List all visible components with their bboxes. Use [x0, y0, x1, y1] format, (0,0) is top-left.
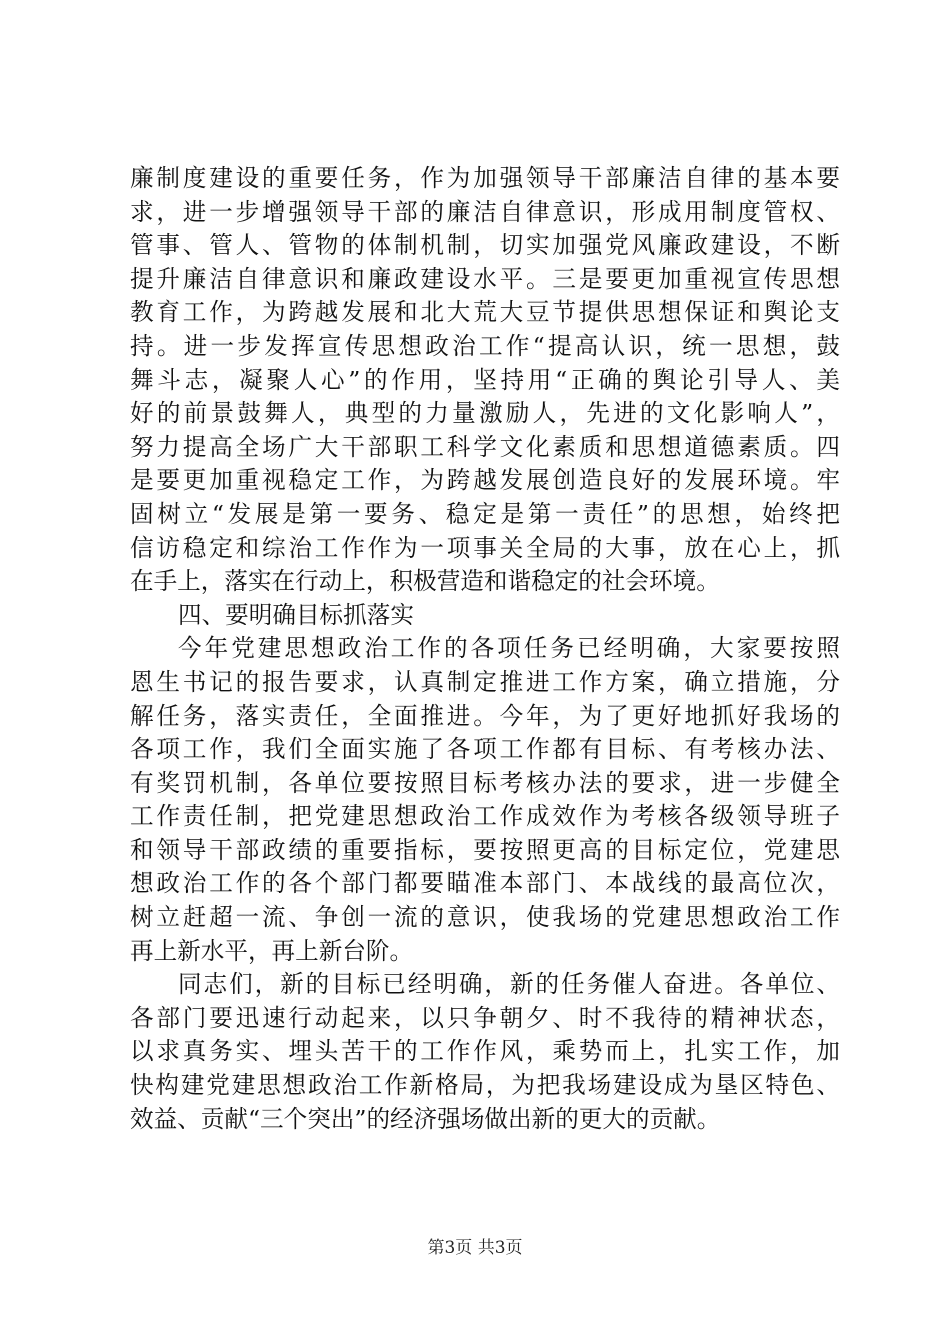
section-heading: 四、要明确目标抓落实	[178, 600, 414, 629]
text-line: 持。进一步发挥宣传思想政治工作“提高认识，统一思想，鼓	[130, 331, 840, 360]
text-line: 快构建党建思想政治工作新格局，为把我场建设成为垦区特色、	[130, 1071, 840, 1100]
text-line: 努力提高全场广大干部职工科学文化素质和思想道德素质。四	[130, 432, 840, 461]
text-line: 工作责任制，把党建思想政治工作成效作为考核各级领导班子	[130, 802, 840, 831]
text-line: 好的前景鼓舞人，典型的力量激励人，先进的文化影响人”，	[130, 399, 840, 428]
text-line: 舞斗志，凝聚人心”的作用，坚持用“正确的舆论引导人、美	[130, 365, 840, 394]
text-line: 再上新水平，再上新台阶。	[130, 936, 414, 965]
text-line: 管事、管人、管物的体制机制，切实加强党风廉政建设，不断	[130, 231, 840, 260]
text-line: 今年党建思想政治工作的各项任务已经明确，大家要按照	[178, 634, 840, 663]
text-line: 是要更加重视稳定工作，为跨越发展创造良好的发展环境。牢	[130, 466, 840, 495]
text-line: 解任务，落实责任，全面推进。今年，为了更好地抓好我场的	[130, 701, 840, 730]
document-body	[130, 162, 840, 1136]
text-line: 固树立“发展是第一要务、稳定是第一责任”的思想，始终把	[130, 499, 840, 528]
text-line: 廉制度建设的重要任务，作为加强领导干部廉洁自律的基本要	[130, 164, 840, 192]
text-line: 和领导干部政绩的重要指标，要按照更高的目标定位，党建思	[130, 835, 840, 864]
text-line: 各部门要迅速行动起来，以只争朝夕、时不我待的精神状态，	[130, 1003, 840, 1032]
text-line: 有奖罚机制，各单位要按照目标考核办法的要求，进一步健全	[130, 768, 840, 797]
text-line: 效益、贡献“三个突出”的经济强场做出新的更大的贡献。	[130, 1104, 721, 1133]
text-line: 提升廉洁自律意识和廉政建设水平。三是要更加重视宣传思想	[130, 264, 840, 293]
text-line: 在手上，落实在行动上，积极营造和谐稳定的社会环境。	[130, 567, 720, 596]
text-line: 求，进一步增强领导干部的廉洁自律意识，形成用制度管权、	[130, 197, 840, 226]
text-line: 同志们，新的目标已经明确，新的任务催人奋进。各单位、	[178, 970, 840, 999]
text-line: 各项工作，我们全面实施了各项工作都有目标、有考核办法、	[130, 735, 840, 764]
text-line: 恩生书记的报告要求，认真制定推进工作方案，确立措施，分	[130, 667, 840, 696]
text-line: 以求真务实、埋头苦干的工作作风，乘势而上，扎实工作，加	[130, 1037, 840, 1066]
text-line: 信访稳定和综治工作作为一项事关全局的大事，放在心上，抓	[130, 533, 840, 562]
text-line: 树立赶超一流、争创一流的意识，使我场的党建思想政治工作	[130, 903, 840, 932]
text-line: 想政治工作的各个部门都要瞄准本部门、本战线的最高位次，	[130, 869, 840, 898]
text-line: 教育工作，为跨越发展和北大荒大豆节提供思想保证和舆论支	[130, 298, 840, 327]
page-footer: 第3页 共3页	[427, 1238, 523, 1258]
